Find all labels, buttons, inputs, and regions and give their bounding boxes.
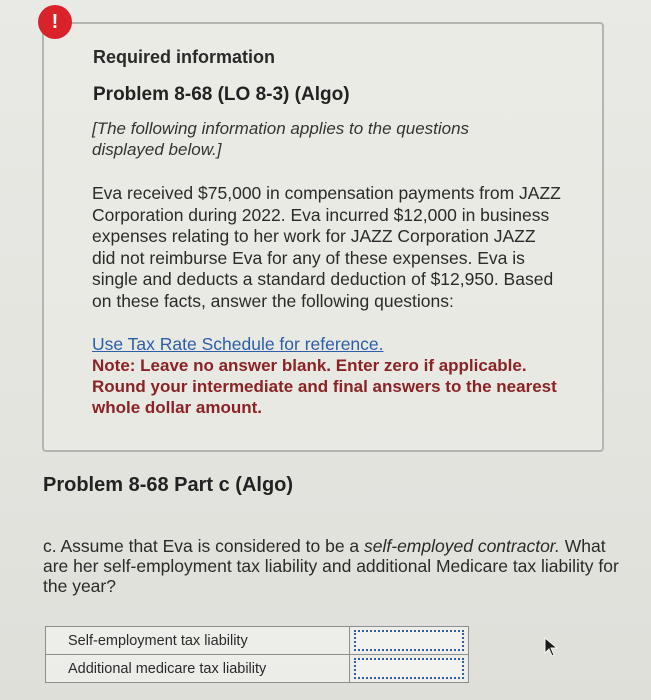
additional-medicare-tax-label: Additional medicare tax liability <box>46 655 350 683</box>
tax-rate-schedule-link[interactable]: Use Tax Rate Schedule for reference. <box>92 334 384 354</box>
self-employment-tax-input[interactable] <box>354 630 464 651</box>
problem-body-text: Eva received $75,000 in compensation payments from JAZZ Corporation during 2022. Eva incurred $12,000 in business expenses relating to her work for JAZZ Corporation JAZZ did not reimburse Eva for any of these expenses. Eva is single and deducts a standard deduction of $12,950. Based on these facts, answer the following questions: <box>92 183 561 311</box>
applies-note: [The following information applies to the questions displayed below.] <box>92 119 470 159</box>
self-employment-tax-label: Self-employment tax liability <box>46 627 350 655</box>
answer-cell <box>350 627 469 655</box>
alert-badge-text: ! <box>51 10 59 33</box>
answer-table <box>45 626 469 683</box>
question-emphasis: self-employed contractor. <box>364 536 560 556</box>
table-row <box>46 655 469 683</box>
question-prefix: c. Assume that Eva is considered to be a <box>43 536 365 556</box>
table-row <box>46 627 469 655</box>
required-information-title: Required information <box>93 47 276 67</box>
instruction-note: Note: Leave no answer blank. Enter zero if applicable. Round your intermediate and final answers to the nearest whole dollar amount. <box>92 356 557 417</box>
question-suffix: What are her self-employment tax liability and additional Medicare tax liability for the year? <box>43 536 619 596</box>
additional-medicare-tax-input[interactable] <box>354 658 464 679</box>
exclamation-icon <box>38 5 72 39</box>
mouse-pointer-icon <box>543 637 559 657</box>
part-title: Problem 8-68 Part c (Algo) <box>43 474 294 496</box>
answer-cell <box>350 655 469 683</box>
problem-title: Problem 8-68 (LO 8-3) (Algo) <box>93 84 350 105</box>
question-text <box>43 536 623 596</box>
